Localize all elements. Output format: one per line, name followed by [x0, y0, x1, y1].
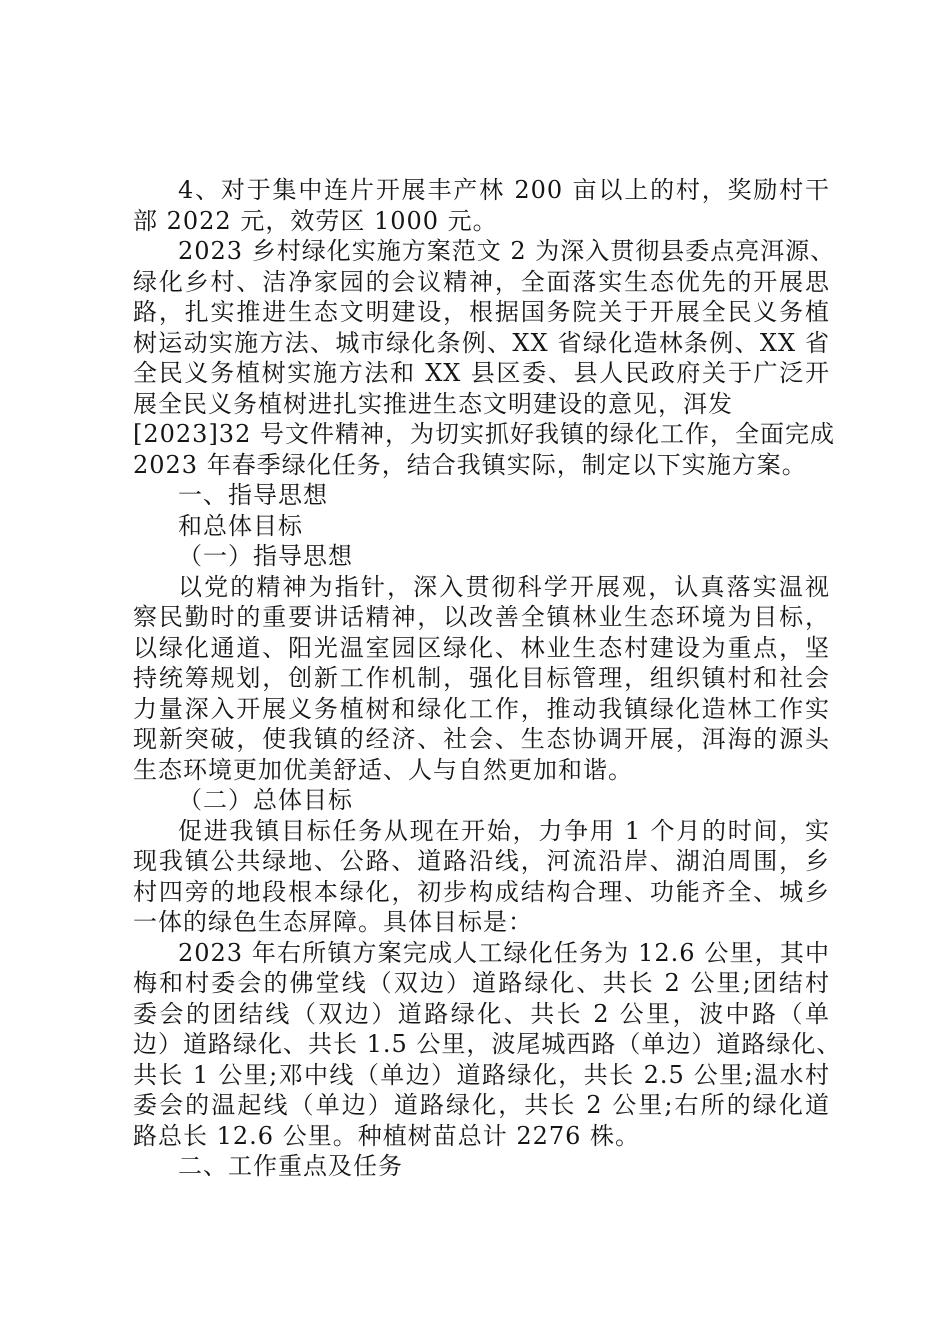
text-line: 以党的精神为指针，深入贯彻科学开展观，认真落实温视 [178, 572, 830, 601]
text-line: 共长 1 公里;邓中线（单边）道路绿化，共长 2.5 公里;温水村 [133, 1060, 830, 1089]
text-line: 村四旁的地段根本绿化，初步构成结构合理、功能齐全、城乡 [133, 877, 830, 906]
heading-guiding-ideology [133, 480, 830, 511]
text-line: 2023 年春季绿化任务，结合我镇实际，制定以下实施方案。 [133, 450, 807, 479]
text-line: 路，扎实推进生态文明建设，根据国务院关于开展全民义务植 [133, 298, 830, 326]
text-line: 现新突破，使我镇的经济、社会、生态协调开展，洱海的源头 [133, 725, 830, 753]
subheading-guiding-ideology [133, 541, 830, 572]
section-heading: 二、工作重点及任务 [178, 1152, 403, 1180]
paragraph-guiding-ideology [133, 572, 830, 786]
paragraph-overall-goal [133, 816, 830, 938]
text-line: [2023]32 号文件精神，为切实抓好我镇的绿化工作，全面完成 [133, 420, 835, 448]
text-line: 路总长 12.6 公里。种植树苗总计 2276 株。 [133, 1121, 641, 1150]
text-line: 梅和村委会的佛堂线（双边）道路绿化、共长 2 公里;团结村 [133, 969, 830, 997]
text-line: 边）道路绿化、共长 1.5 公里，波尾城西路（单边）道路绿化、 [133, 1030, 842, 1058]
paragraph-specific-targets [133, 938, 842, 1152]
document-body [133, 175, 842, 1182]
text-line: 察民勤时的重要讲话精神，以改善全镇林业生态环境为目标， [133, 603, 830, 631]
heading-work-focus [133, 1151, 830, 1182]
text-line: 一体的绿色生态屏障。具体目标是： [133, 908, 533, 936]
text-line: 委会的团结线（双边）道路绿化、共长 2 公里，波中路（单 [133, 999, 830, 1028]
text-line: 持统筹规划，创新工作机制，强化目标管理，组织镇村和社会 [133, 664, 830, 692]
text-line: 4、对于集中连片开展丰产林 200 亩以上的村，奖励村干 [178, 176, 830, 204]
section-heading: 一、指导思想 [178, 481, 328, 509]
text-line: 委会的温起线（单边）道路绿化，共长 2 公里;右所的绿化道 [133, 1091, 830, 1119]
subsection-heading: （一）指导思想 [178, 542, 353, 570]
text-line: 部 2022 元，效劳区 1000 元。 [133, 206, 498, 235]
text-line: 2023 乡村绿化实施方案范文 2 为深入贯彻县委点亮洱源、 [178, 237, 836, 265]
text-line: 以绿化通道、阳光温室园区绿化、林业生态村建设为重点，坚 [133, 633, 830, 662]
section-heading: 和总体目标 [178, 511, 303, 540]
text-line: 全民义务植树实施方法和 XX 县区委、县人民政府关于广泛开 [133, 359, 830, 387]
paragraph-reward-clause [133, 175, 830, 236]
text-line: 生态环境更加优美舒适、人与自然更加和谐。 [133, 755, 633, 784]
text-line: 绿化乡村、洁净家园的会议精神，全面落实生态优先的开展思 [133, 267, 830, 296]
heading-overall-goal-continued [133, 511, 830, 542]
text-line: 力量深入开展义务植树和绿化工作，推动我镇绿化造林工作实 [133, 694, 830, 723]
paragraph-plan-intro [133, 236, 836, 480]
text-line: 促进我镇目标任务从现在开始，力争用 1 个月的时间，实 [178, 816, 830, 845]
text-line: 2023 年右所镇方案完成人工绿化任务为 12.6 公里，其中 [178, 938, 830, 967]
text-line: 树运动实施方法、城市绿化条例、XX 省绿化造林条例、XX 省 [133, 328, 830, 357]
subsection-heading: （二）总体目标 [178, 786, 353, 814]
text-line: 展全民义务植树进扎实推进生态文明建设的意见，洱发 [133, 389, 733, 418]
text-line: 现我镇公共绿地、公路、道路沿线，河流沿岸、湖泊周围，乡 [133, 847, 830, 875]
subheading-overall-goal [133, 785, 830, 816]
